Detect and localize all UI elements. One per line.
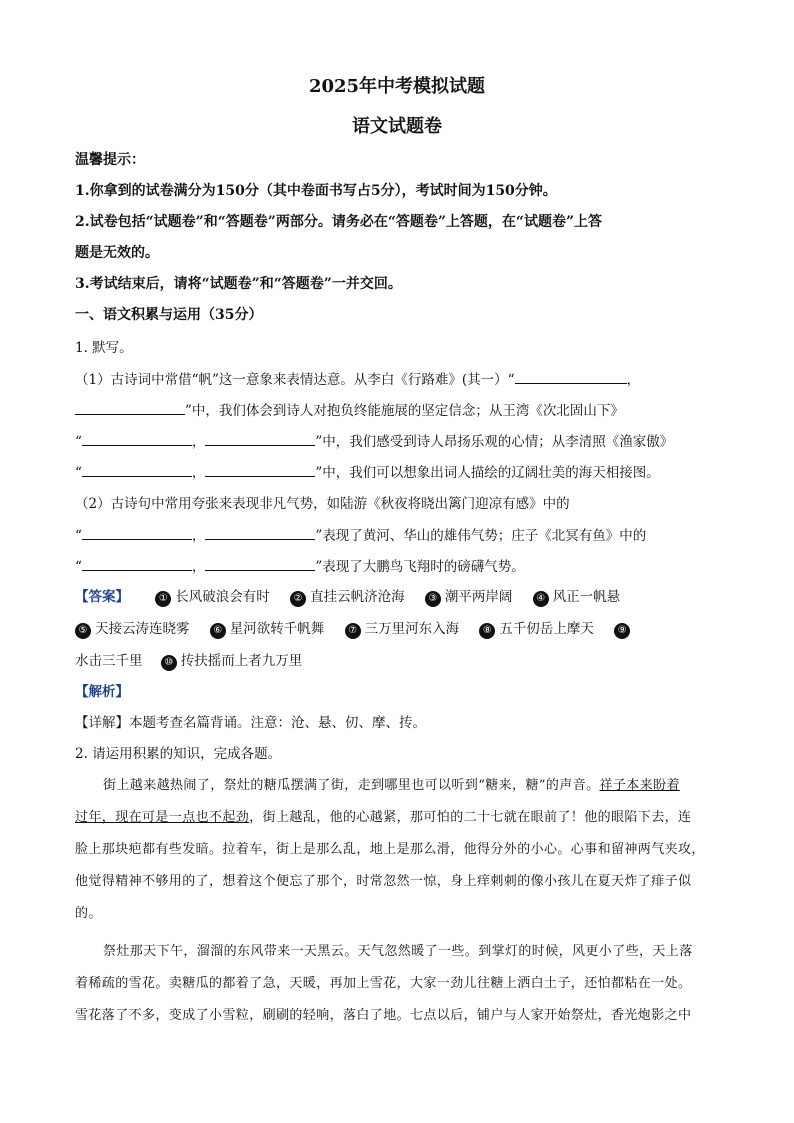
blank-3[interactable] (82, 431, 192, 446)
blank-6[interactable] (205, 462, 315, 477)
tip-item-3: 3.考试结束后，请将“试题卷”和“答题卷”一并交回。 (75, 276, 402, 292)
q1-part1-line3: “ ， ”中，我们感受到诗人昂扬乐观的心情；从李清照《渔家傲》 (75, 431, 722, 452)
blank-8[interactable] (205, 525, 315, 540)
blank-5[interactable] (82, 462, 192, 477)
blank-4[interactable] (205, 431, 315, 446)
q1-part2-line3: “ ， ”表现了大鹏鸟飞翔时的磅礴气势。 (75, 556, 722, 577)
exam-subtitle: 语文试题卷 (352, 116, 442, 137)
passage-line: 街上越来越热闹了，祭灶的糖瓜摆满了街，走到哪里也可以听到“糖来，糖”的声音。祥子本来盼着 (103, 778, 680, 793)
answer-item: ④ 风正一帆悬 (533, 587, 621, 607)
question-2-label: 2. 请运用积累的知识，完成各题。 (75, 746, 282, 762)
tips-label: 温馨提示： (75, 152, 145, 168)
answer-line-1 (75, 587, 722, 607)
passage-line: 着稀疏的雪花。卖糖瓜的都着了急，天暖，再加上雪花，大家一劲儿往糖上洒白土子，还怕都粘在一处。 (75, 976, 692, 991)
q1-part2-line1: （2）古诗句中常用夸张来表现非凡气势，如陆游《秋夜将晓出篱门迎凉有感》中的 (75, 496, 570, 512)
blank-10[interactable] (205, 556, 315, 571)
passage-line: 他觉得精神不够用的了，想着这个便忘了那个，时常忽然一惊，身上痒刺刺的像小孩儿在夏天炸了痱子似 (75, 874, 692, 889)
answer-item: ⑧ 五千仞岳上摩天 (479, 619, 594, 639)
answer-item: ③ 潮平两岸阔 (425, 587, 513, 607)
passage-line: 脸上那块疤都有些发暗。拉着车，街上是那么乱，地上是那么滑，他得分外的小心。心事和留神两气夹攻， (75, 842, 705, 857)
passage-line: 祭灶那天下午，溜溜的东风带来一天黑云。天气忽然暖了一些。到掌灯的时候，风更小了些，天上落 (103, 944, 693, 959)
passage-line: 的。 (75, 906, 102, 921)
q1-part2-line2: “ ， ”表现了黄河、华山的雄伟气势；庄子《北冥有鱼》中的 (75, 525, 722, 546)
answer-line-2 (75, 619, 722, 639)
tip-item-2b: 题是无效的。 (75, 245, 159, 261)
passage-line: 雪花落了不多，变成了小雪粒，刷刷的轻响，落白了地。七点以后，铺户与人家开始祭灶，香光炮影之中 (75, 1008, 692, 1023)
answer-item: ② 直挂云帆济沧海 (290, 587, 405, 607)
answer-item: ⑩ 抟扶摇而上者九万里 (161, 651, 303, 671)
answer-item: ① 长风破浪会有时 (155, 587, 270, 607)
q1-part1-line1: （1）古诗词中常借“帆”这一意象来表情达意。从李白《行路难》(其一）“ ， (75, 369, 722, 390)
answer-item: ⑥ 星河欲转千帆舞 (210, 619, 325, 639)
section-title: 一、语文积累与运用（35分） (75, 307, 263, 323)
answer-tag: 【答案】 (75, 589, 129, 605)
answer-item: ⑤ 天接云涛连晓雾 (75, 619, 190, 639)
passage-line: 过年，现在可是一点也不起劲，街上越乱，他的心越紧，那可怕的二十七就在眼前了！他的眼陷下去，连 (75, 810, 692, 825)
q1-part1-line4: “ ， ”中，我们可以想象出词人描绘的辽阔壮美的海天相接图。 (75, 462, 722, 483)
reading-passage (75, 770, 723, 1032)
blank-7[interactable] (82, 525, 192, 540)
answer-item: ⑦ 三万里河东入海 (345, 619, 460, 639)
blank-2[interactable] (75, 400, 185, 415)
tip-item-1: 1.你拿到的试卷满分为150分（其中卷面书写占5分），考试时间为150分钟。 (75, 183, 557, 199)
detail-line: 【详解】本题考查名篇背诵。注意：沧、悬、仞、摩、抟。 (75, 715, 426, 731)
answer-9-text: 水击三千里 (75, 653, 143, 669)
blank-9[interactable] (82, 556, 192, 571)
answer-item: ⑨ (614, 619, 634, 639)
q1-part1-line2: ”中，我们体会到诗人对抱负终能施展的坚定信念；从王湾《次北固山下》 (75, 400, 722, 421)
tip-item-2a: 2.试卷包括“试题卷”和“答题卷”两部分。请务必在“答题卷”上答题，在“试题卷”上答 (75, 214, 603, 230)
question-1-label: 1. 默写。 (75, 340, 133, 356)
answer-line-3 (75, 651, 722, 671)
blank-1[interactable] (515, 369, 627, 384)
exam-title: 2025年中考模拟试题 (308, 76, 486, 97)
analysis-tag: 【解析】 (75, 684, 129, 700)
